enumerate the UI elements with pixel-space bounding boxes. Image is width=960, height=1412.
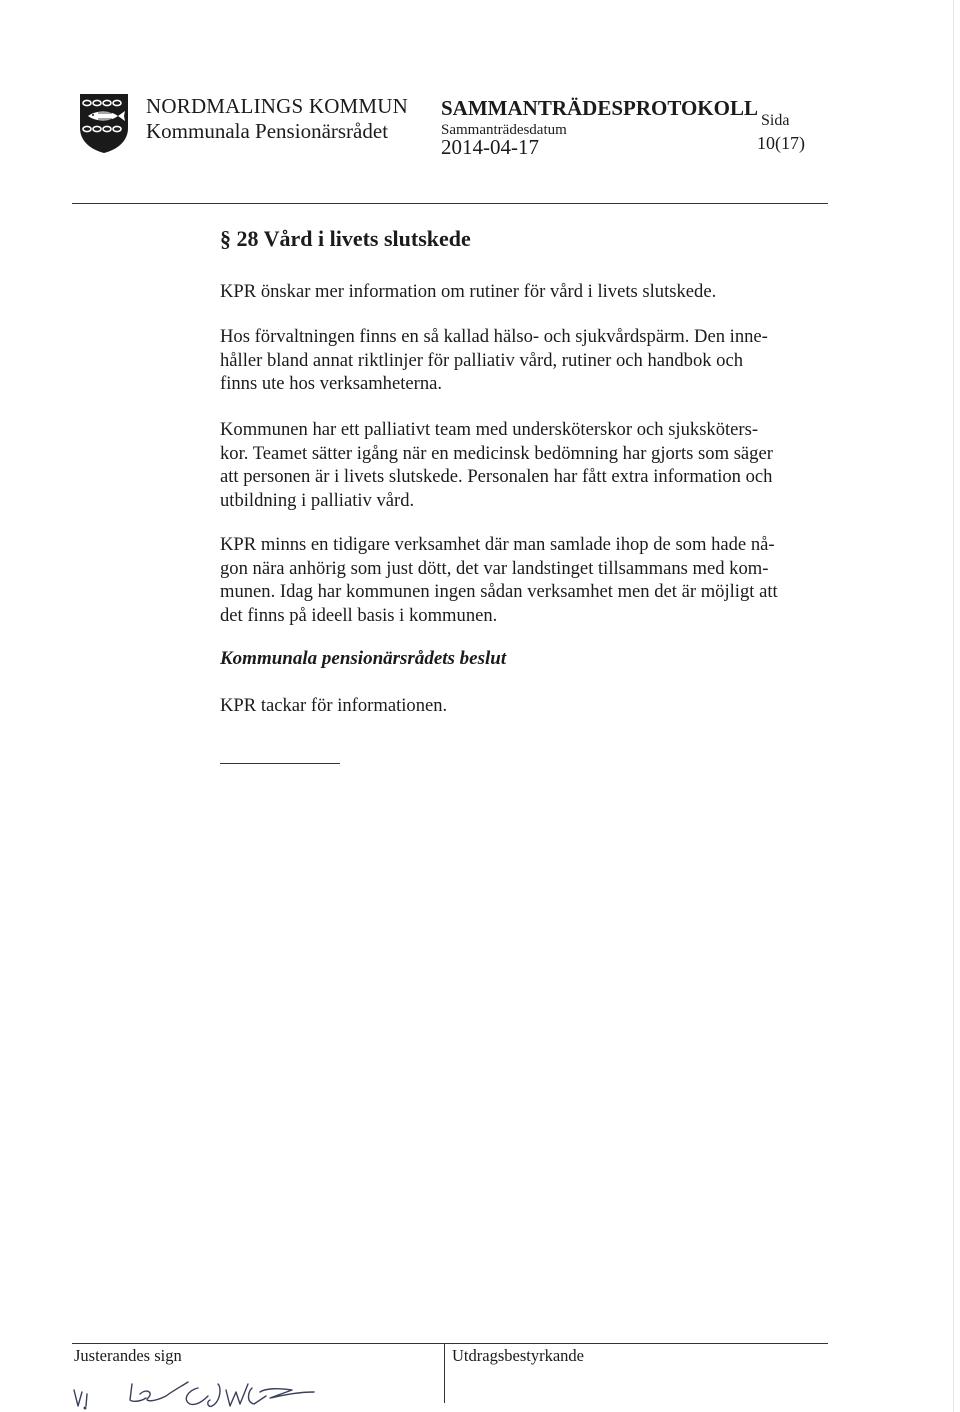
paragraph-line: kor. Teamet sätter igång när en medicinsk bedömning har gjorts som säger [220,442,773,464]
paragraph-line: KPR minns en tidigare verksamhet där man samlade ihop de som hade nå- [220,534,775,555]
utdragsbestyrkande-label: Utdragsbestyrkande [452,1346,584,1365]
paragraph-1 [220,280,824,304]
paragraph-4 [220,533,824,627]
justerandes-sign-label: Justerandes sign [74,1346,182,1365]
paragraph-line: KPR tackar för informationen. [220,695,448,716]
handwritten-signatures [70,1362,370,1412]
document-title: SAMMANTRÄDESPROTOKOLL [441,96,758,120]
coat-of-arms-icon [78,92,130,154]
paragraph-line: att personen är i livets slutskede. Personalen har fått extra information och [220,466,773,487]
meeting-date-value: 2014-04-17 [441,135,539,159]
paragraph-3 [220,418,824,512]
scan-edge [953,0,954,1412]
paragraph-line: det finns på ideell basis i kommunen. [220,604,498,626]
paragraph-line: KPR önskar mer information om rutiner för vård i livets slutskede. [220,281,717,302]
page-number: 10(17) [757,133,805,153]
decision-heading: Kommunala pensionärsrådets beslut [220,648,507,669]
footer-column-divider [444,1343,445,1403]
paragraph-line: utbildning i palliativ vård. [220,489,415,511]
footer-divider [72,1343,828,1344]
section-heading: § 28 Vård i livets slutskede [220,226,471,251]
decision-text [220,694,824,718]
paragraph-line: håller bland annat riktlinjer för palliativ vård, rutiner och handbok och [220,349,744,371]
paragraph-line: gon nära anhörig som just dött, det var landstinget tillsammans med kom- [220,557,769,579]
paragraph-line: finns ute hos verksamheterna. [220,373,443,394]
organization-unit: Kommunala Pensionärsrådet [146,119,389,143]
paragraph-2 [220,325,824,396]
organization-name: NORDMALINGS KOMMUN [146,94,409,118]
page-label: Sida [761,112,790,129]
paragraph-line: Kommunen har ett palliativt team med undersköterskor och sjuksköters- [220,419,759,440]
header-divider [72,203,828,204]
meeting-date-label: Sammanträdesdatum [441,122,567,138]
paragraph-line: munen. Idag har kommunen ingen sådan verksamhet men det är möjligt att [220,581,778,602]
paragraph-line: Hos förvaltningen finns en så kallad hälso- och sjukvårdspärm. Den inne- [220,326,768,347]
section-end-divider [220,763,340,764]
